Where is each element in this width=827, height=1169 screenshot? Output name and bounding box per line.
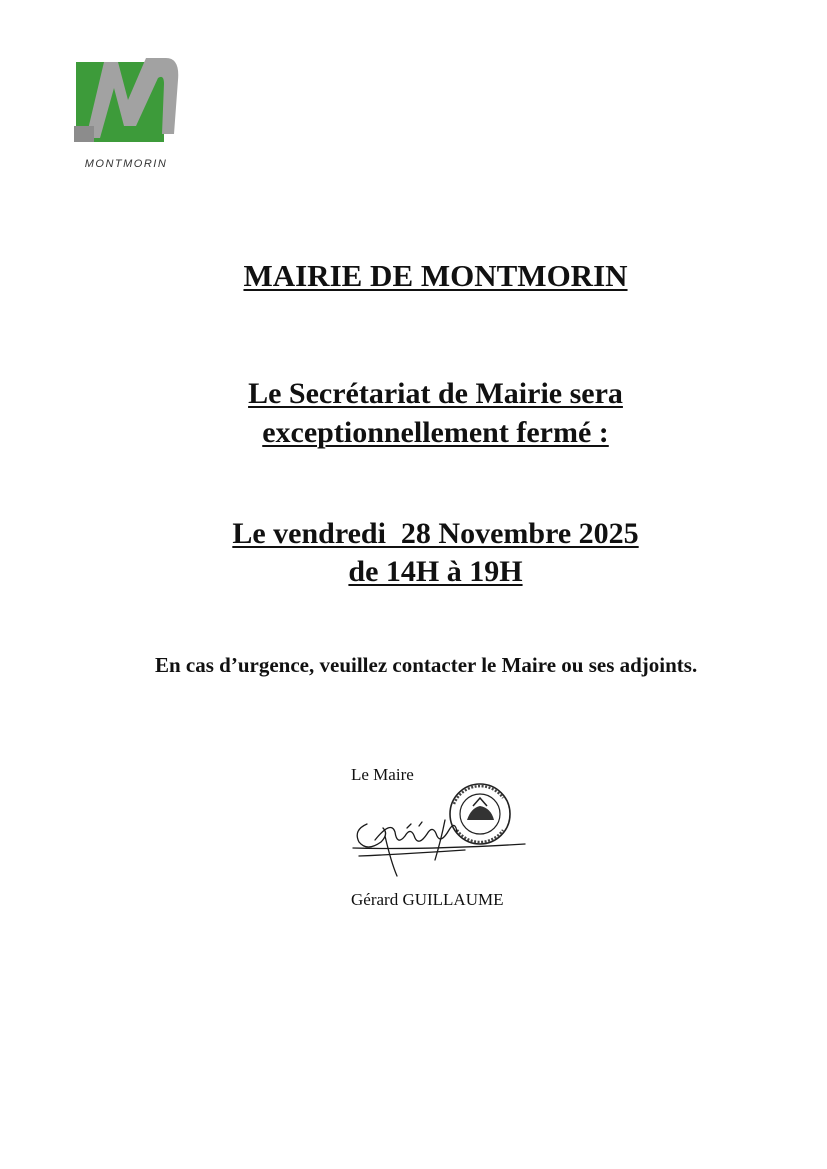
closure-notice [22,374,827,452]
mairie-stamp [450,784,510,844]
signature-icon [345,780,535,885]
page-title: MAIRIE DE MONTMORIN [243,258,628,293]
signature-and-stamp [345,780,535,885]
logo-wordmark: MONTMORIN [84,158,168,170]
closure-date: Le vendredi 28 Novembre 2025 [232,517,639,550]
handwritten-signature [353,820,525,876]
signatory-title: Le Maire [351,765,414,784]
notice-line-2: exceptionnellement fermé : [262,416,609,449]
logo-gray-block [74,126,94,142]
signatory-name: Gérard GUILLAUME [351,890,504,909]
closure-hours: de 14H à 19H [348,555,523,588]
notice-line-1: Le Secrétariat de Mairie sera [248,377,623,410]
logo-mark-icon [66,54,186,158]
closure-datetime [22,515,827,591]
emergency-message: En cas d’urgence, veuillez contacter le Maire ou ses adjoints. [155,653,698,677]
montmorin-logo [66,54,186,176]
